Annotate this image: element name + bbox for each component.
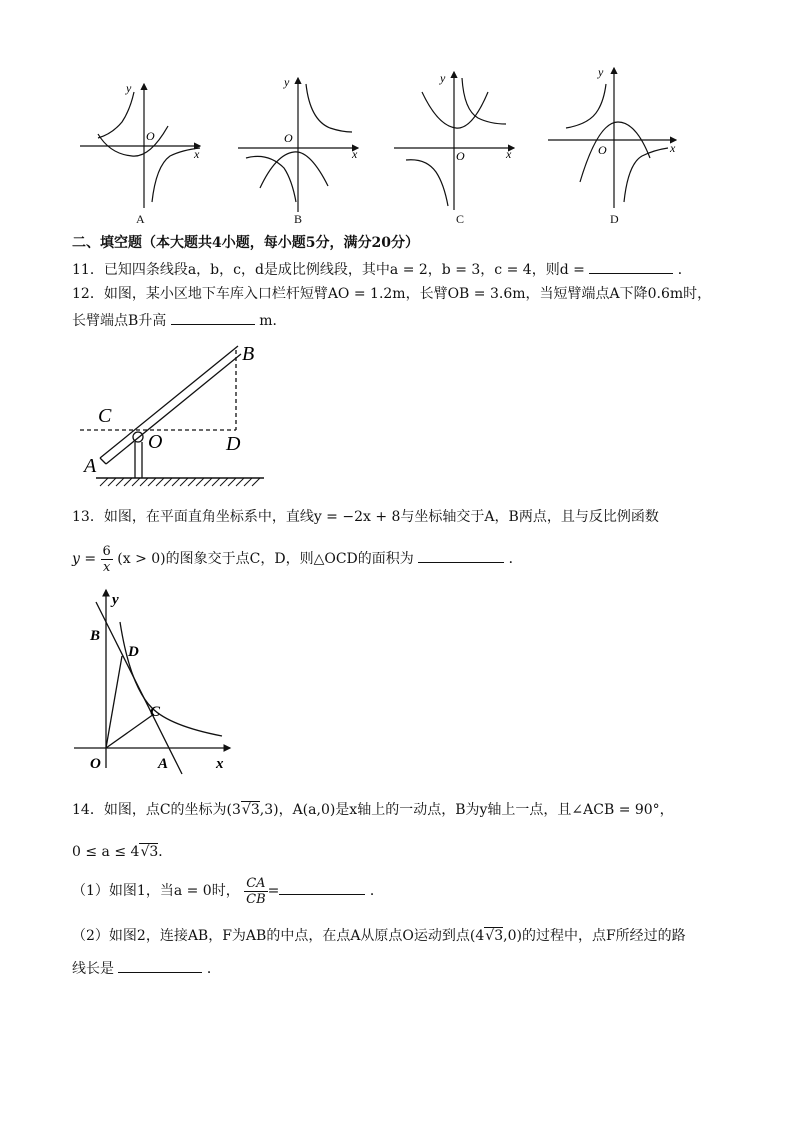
question-13-line1: 13．如图，在平面直角坐标系中，直线y = −2x + 8与坐标轴交于A，B两点，且与反比例函数 — [72, 509, 659, 525]
question-14-sub2-line2 — [72, 958, 221, 979]
label-o: O — [148, 431, 163, 453]
question-11 — [72, 259, 692, 280]
label-c: C — [98, 405, 112, 427]
label-c13: C — [150, 704, 161, 720]
q14-l2a: 0 ≤ a ≤ 4 — [72, 844, 140, 860]
graph-d-x: x — [670, 141, 676, 155]
q14-s2-sqrt: √3 — [485, 928, 504, 944]
q14-s2-line2: 线长是 — [72, 961, 114, 977]
q13-y-eq: y = — [72, 551, 97, 567]
label-a: A — [84, 455, 97, 477]
label-b13: B — [90, 628, 101, 644]
q14-s2a: （2）如图2，连接AB，F为AB的中点，在点A从原点O运动到点(4 — [72, 928, 485, 944]
q14-s1-den: CB — [246, 891, 266, 907]
graph-c-y: y — [440, 71, 446, 85]
caption-b: B — [294, 212, 303, 226]
q14-s1-fraction — [244, 876, 268, 907]
q14-l2-sqrt: √3 — [140, 844, 159, 860]
q13-fraction — [101, 544, 113, 575]
graph-c-x: x — [506, 147, 512, 161]
option-graphs — [70, 62, 690, 232]
q13-frac-num: 6 — [102, 543, 111, 559]
graph-c — [394, 72, 514, 210]
barrier-figure — [78, 336, 278, 496]
label-a13: A — [158, 756, 169, 772]
q14-s1-answer-blank[interactable] — [279, 880, 365, 895]
q14-s1-end: ． — [369, 883, 384, 899]
q11-end: ． — [677, 262, 692, 278]
caption-c: C — [456, 212, 465, 226]
q14-l1b: ,3)，A(a,0)是x轴上的一动点，B为y轴上一点，且∠ACB = 90°， — [259, 802, 674, 818]
question-14-line1 — [72, 800, 674, 820]
q11-text: 11．已知四条线段a，b，c，d是成比例线段，其中a = 2，b = 3，c = 4，则d = — [72, 262, 585, 278]
question-12-line1: 12．如图，某小区地下车库入口栏杆短臂AO = 1.2m，长臂OB = 3.6m，当短臂端点A下降0.6m时， — [72, 286, 712, 302]
q14-s1-eq: = — [267, 883, 280, 899]
question-14-line2 — [72, 842, 172, 862]
section-heading: 二、填空题（本大题共4小题，每小题5分，满分20分） — [72, 235, 419, 251]
label-y: y — [112, 592, 119, 608]
q14-l1a: 14．如图，点C的坐标为(3 — [72, 802, 241, 818]
question-14-sub1 — [72, 874, 384, 908]
coordinate-figure — [74, 586, 238, 778]
question-13-line2 — [72, 542, 523, 576]
q12-answer-blank[interactable] — [171, 310, 255, 325]
label-b: B — [242, 343, 255, 365]
caption-d: D — [610, 212, 619, 226]
q12-prefix: 长臂端点B升高 — [72, 313, 167, 329]
graph-d-o: O — [598, 143, 607, 157]
graph-c-o: O — [456, 149, 465, 163]
graph-a-x: x — [194, 147, 200, 161]
q14-l1-sqrt: √3 — [241, 802, 260, 818]
graph-a-y: y — [126, 81, 132, 95]
q14-s2-answer-blank[interactable] — [118, 958, 202, 973]
q12-unit: m． — [259, 313, 287, 329]
q13-frac-den: x — [103, 559, 111, 575]
q14-s2b: ,0)的过程中，点F所经过的路 — [503, 928, 686, 944]
graph-b-y: y — [284, 75, 290, 89]
q14-s1-prefix: （1）如图1，当a = 0时， — [72, 883, 240, 899]
q13-rest: (x > 0)的图象交于点C，D，则△OCD的面积为 — [117, 551, 414, 567]
q13-end: ． — [508, 551, 523, 567]
graph-b-o: O — [284, 131, 293, 145]
label-o13: O — [90, 756, 101, 772]
graph-a-o: O — [146, 129, 155, 143]
question-14-sub2 — [72, 926, 686, 946]
q14-l2-end: ． — [158, 844, 173, 860]
graph-d — [548, 68, 676, 208]
q14-s1-num: CA — [244, 876, 268, 892]
q13-answer-blank[interactable] — [418, 548, 504, 563]
label-d: D — [226, 433, 241, 455]
label-d13: D — [128, 644, 139, 660]
graph-b-x: x — [352, 147, 358, 161]
ground-hatching — [100, 478, 260, 486]
q14-s2-end: ． — [206, 961, 221, 977]
caption-a: A — [136, 212, 145, 226]
q11-answer-blank[interactable] — [589, 259, 673, 274]
question-12-line2 — [72, 310, 286, 331]
graph-a — [80, 84, 200, 208]
graph-d-y: y — [598, 65, 604, 79]
graph-b — [238, 78, 358, 212]
label-x13: x — [216, 756, 224, 772]
